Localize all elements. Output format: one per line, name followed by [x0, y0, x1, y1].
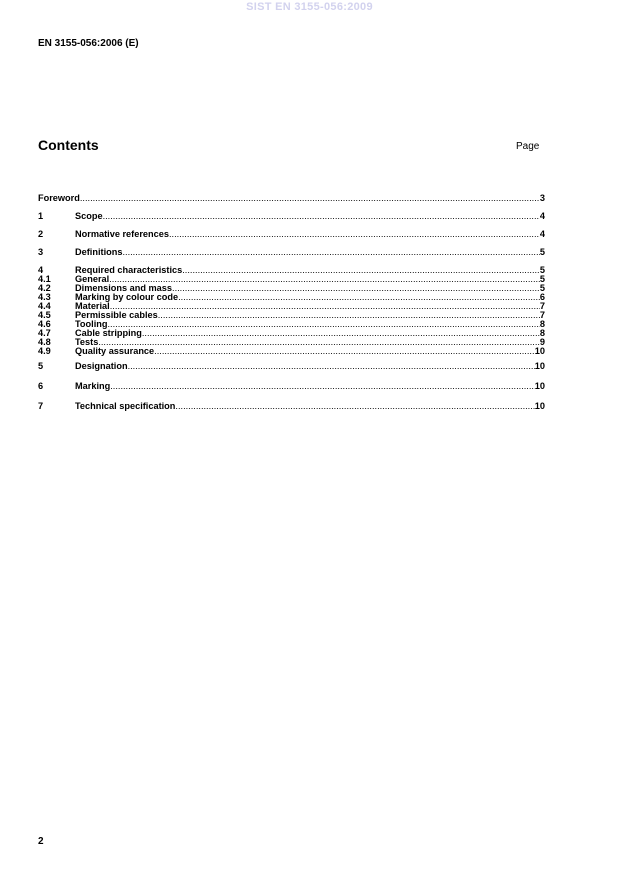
toc-entry-title: Foreword — [38, 193, 80, 203]
toc-entry-page: 4 — [539, 229, 545, 239]
toc-entry-page: 8 — [539, 328, 545, 338]
toc-leader-dots — [182, 266, 540, 275]
toc-entry-number: 4.8 — [38, 337, 51, 347]
toc-entry-number: 4.7 — [38, 328, 51, 338]
toc-entry-title: Permissible cables — [75, 310, 158, 320]
toc-leader-dots — [175, 402, 534, 411]
toc-entry-page: 8 — [539, 319, 545, 329]
toc-leader-dots — [158, 311, 540, 320]
toc-entry-number: 2 — [38, 229, 44, 239]
toc-leader-dots — [98, 338, 540, 347]
table-of-contents — [38, 194, 545, 411]
document-id: EN 3155-056:2006 (E) — [38, 38, 139, 49]
toc-entry[interactable] — [38, 266, 545, 275]
toc-leader-dots — [109, 275, 540, 284]
contents-title: Contents — [38, 137, 99, 153]
toc-entry-title: Marking by colour code — [75, 292, 179, 302]
toc-leader-dots — [178, 293, 540, 302]
toc-entry-page: 5 — [539, 283, 545, 293]
watermark: SIST EN 3155-056:2009 — [246, 1, 373, 13]
toc-leader-dots — [142, 329, 540, 338]
toc-entry-number: 3 — [38, 247, 44, 257]
toc-entry-title: Technical specification — [75, 401, 176, 411]
toc-entry-page: 10 — [534, 346, 545, 356]
toc-entry-page: 6 — [539, 292, 545, 302]
toc-entry-page: 5 — [539, 265, 545, 275]
toc-leader-dots — [172, 284, 540, 293]
toc-entry-title: Scope — [75, 211, 103, 221]
toc-entry[interactable] — [38, 382, 545, 391]
toc-entry-page: 10 — [534, 361, 545, 371]
toc-entry-number: 4.1 — [38, 274, 51, 284]
toc-entry-page: 9 — [539, 337, 545, 347]
toc-entry-title: Tests — [75, 337, 99, 347]
toc-leader-dots — [80, 194, 540, 203]
toc-leader-dots — [169, 230, 540, 239]
toc-entry-title: Tooling — [75, 319, 108, 329]
toc-entry[interactable] — [38, 212, 545, 221]
toc-entry-title: Cable stripping — [75, 328, 142, 338]
toc-entry[interactable] — [38, 248, 545, 257]
toc-entry-title: General — [75, 274, 110, 284]
toc-entry-number: 4.5 — [38, 310, 51, 320]
toc-leader-dots — [110, 302, 540, 311]
toc-entry-title: Quality assurance — [75, 346, 155, 356]
toc-entry[interactable] — [38, 293, 545, 302]
toc-leader-dots — [103, 212, 540, 221]
toc-leader-dots — [107, 320, 539, 329]
toc-entry-number: 4.4 — [38, 301, 51, 311]
toc-leader-dots — [110, 382, 535, 391]
toc-entry-page: 3 — [539, 193, 545, 203]
toc-entry[interactable] — [38, 230, 545, 239]
toc-entry-number: 7 — [38, 401, 44, 411]
toc-entry-number: 1 — [38, 211, 44, 221]
toc-leader-dots — [154, 347, 535, 356]
toc-entry-page: 7 — [539, 310, 545, 320]
toc-entry-title: Definitions — [75, 247, 123, 257]
toc-entry-page: 4 — [539, 211, 545, 221]
toc-leader-dots — [128, 362, 535, 371]
page-number: 2 — [38, 836, 44, 847]
toc-entry-number: 4.6 — [38, 319, 51, 329]
toc-entry-page: 10 — [534, 401, 545, 411]
toc-entry-title: Marking — [75, 381, 111, 391]
toc-entry-page: 10 — [534, 381, 545, 391]
toc-entry-number: 4.9 — [38, 346, 51, 356]
toc-entry-page: 7 — [539, 301, 545, 311]
toc-entry-number: 4.3 — [38, 292, 51, 302]
toc-entry-title: Designation — [75, 361, 128, 371]
page-column-label: Page — [516, 141, 540, 152]
toc-entry-page: 5 — [539, 274, 545, 284]
toc-entry[interactable] — [38, 329, 545, 338]
toc-entry-title: Required characteristics — [75, 265, 183, 275]
toc-entry-title: Material — [75, 301, 110, 311]
toc-entry[interactable] — [38, 194, 545, 203]
toc-entry[interactable] — [38, 311, 545, 320]
toc-entry-title: Dimensions and mass — [75, 283, 173, 293]
toc-entry[interactable] — [38, 362, 545, 371]
toc-entry-page: 5 — [539, 247, 545, 257]
toc-entry-number: 4.2 — [38, 283, 51, 293]
toc-entry-title: Normative references — [75, 229, 169, 239]
toc-entry-number: 6 — [38, 381, 44, 391]
toc-entry[interactable] — [38, 402, 545, 411]
toc-leader-dots — [122, 248, 539, 257]
toc-entry[interactable] — [38, 347, 545, 356]
toc-entry-number: 5 — [38, 361, 44, 371]
toc-entry-number: 4 — [38, 265, 44, 275]
